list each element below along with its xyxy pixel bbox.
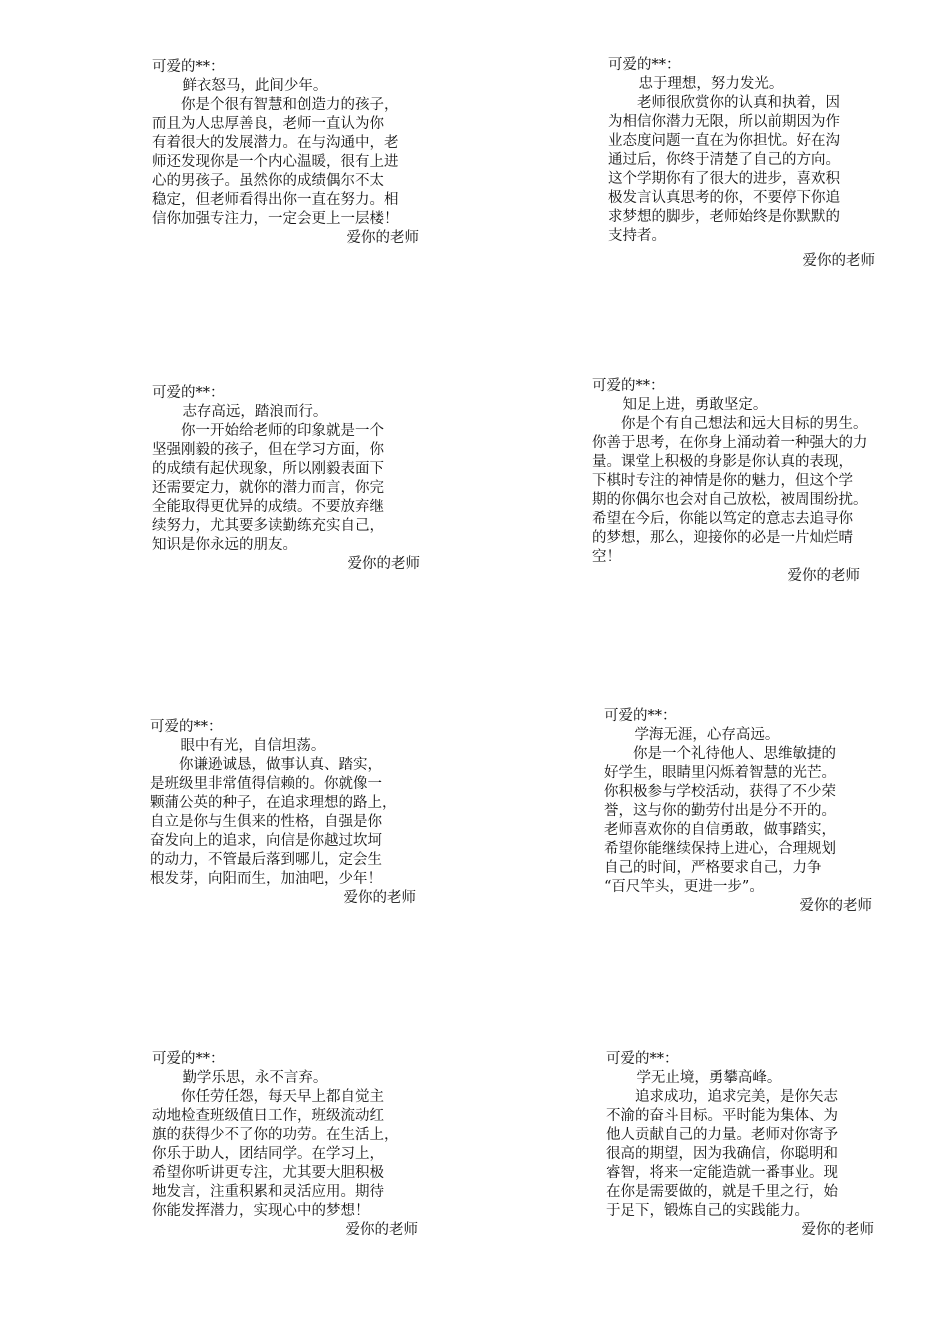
card-text-line: 业态度问题一直在为你担忧。好在沟 bbox=[608, 133, 840, 149]
card-text-line: 你积极参与学校活动，获得了不少荣 bbox=[604, 784, 836, 800]
card-text-line: 空！ bbox=[592, 549, 621, 565]
card-motto: 知足上进，勇敢坚定。 bbox=[622, 397, 768, 413]
card-text-line: 求梦想的脚步，老师始终是你默默的 bbox=[608, 209, 840, 225]
card-text-line: 追求成功，追求完美，是你矢志 bbox=[606, 1089, 838, 1105]
card-text-line: 不渝的奋斗目标。平时能为集体、为 bbox=[606, 1108, 838, 1124]
card-salutation: 可爱的**： bbox=[608, 57, 681, 73]
card-motto: 学海无涯，心存高远。 bbox=[634, 727, 780, 743]
card-text-line: 师还发现你是一个内心温暖，很有上进 bbox=[152, 154, 399, 170]
card-motto: 志存高远，踏浪而行。 bbox=[182, 404, 328, 420]
card-text-line: 你是个有自己想法和远大目标的男生。 bbox=[592, 416, 868, 432]
card-signature: 爱你的老师 bbox=[799, 898, 872, 914]
comment-card-1 bbox=[152, 58, 437, 248]
card-text-line: 而且为人忠厚善良，老师一直认为你 bbox=[152, 116, 384, 132]
card-text-line: 是班级里非常值得信赖的。你就像一 bbox=[150, 776, 382, 792]
card-text-line: 有着很大的发展潜力。在与沟通中，老 bbox=[152, 135, 399, 151]
card-text-line: 全能取得更优异的成绩。不要放弃继 bbox=[152, 499, 384, 515]
comment-card-2 bbox=[608, 56, 883, 271]
card-text-line: 于足下，锻炼自己的实践能力。 bbox=[606, 1203, 809, 1219]
card-signature: 爱你的老师 bbox=[802, 253, 875, 269]
card-salutation: 可爱的**： bbox=[592, 378, 665, 394]
card-text-line: 老师喜欢你的自信勇敢，做事踏实， bbox=[604, 822, 836, 838]
card-text-line: 你乐于助人，团结同学。在学习上， bbox=[152, 1146, 384, 1162]
card-text-line: 量。课堂上积极的身影是你认真的表现， bbox=[592, 454, 853, 470]
card-signature: 爱你的老师 bbox=[345, 1222, 418, 1238]
card-text-line: 信你加强专注力，一定会更上一层楼！ bbox=[152, 211, 399, 227]
card-motto: 眼中有光，自信坦荡。 bbox=[180, 738, 326, 754]
comment-card-6 bbox=[604, 707, 886, 916]
card-text-line: 还需要定力，就你的潜力而言，你完 bbox=[152, 480, 384, 496]
card-text-line: 好学生，眼睛里闪烁着智慧的光芒。 bbox=[604, 765, 836, 781]
comment-card-5 bbox=[150, 718, 430, 908]
card-text-line: 你任劳任怨，每天早上都自觉主 bbox=[152, 1089, 384, 1105]
card-text-line: 知识是你永远的朋友。 bbox=[152, 537, 297, 553]
card-text-line: 你一开始给老师的印象就是一个 bbox=[152, 423, 384, 439]
card-text-line: 心的男孩子。虽然你的成绩偶尔不太 bbox=[152, 173, 384, 189]
card-motto: 忠于理想，努力发光。 bbox=[638, 76, 784, 92]
card-text-line: 支持者。 bbox=[608, 228, 666, 244]
card-text-line: 旗的获得少不了你的功劳。在生活上， bbox=[152, 1127, 399, 1143]
card-signature: 爱你的老师 bbox=[343, 890, 416, 906]
comment-card-7 bbox=[152, 1050, 438, 1240]
card-salutation: 可爱的**： bbox=[150, 719, 223, 735]
card-salutation: 可爱的**： bbox=[604, 708, 677, 724]
card-motto: 学无止境，勇攀高峰。 bbox=[636, 1070, 782, 1086]
card-text-line: 动地检查班级值日工作，班级流动红 bbox=[152, 1108, 384, 1124]
card-text-line: 奋发向上的追求，向信是你越过坎坷 bbox=[150, 833, 382, 849]
card-text-line: 希望在今后，你能以笃定的意志去追寻你 bbox=[592, 511, 853, 527]
card-text-line: 下棋时专注的神情是你的魅力，但这个学 bbox=[592, 473, 853, 489]
card-text-line: 你能发挥潜力，实现心中的梦想！ bbox=[152, 1203, 370, 1219]
card-text-line: 自立是你与生俱来的性格，自强是你 bbox=[150, 814, 382, 830]
card-motto: 鲜衣怒马，此间少年。 bbox=[182, 78, 328, 94]
card-text-line: 老师很欣赏你的认真和执着，因 bbox=[608, 95, 840, 111]
card-text-line: 极发言认真思考的你，不要停下你追 bbox=[608, 190, 840, 206]
card-text-line: 地发言，注重积累和灵活应用。期待 bbox=[152, 1184, 384, 1200]
comment-card-3 bbox=[152, 384, 432, 574]
card-text-line: 为相信你潜力无限，所以前期因为作 bbox=[608, 114, 840, 130]
card-text-line: 颗蒲公英的种子，在追求理想的路上， bbox=[150, 795, 397, 811]
card-text-line: 自己的时间，严格要求自己，力争 bbox=[604, 860, 822, 876]
comment-card-8 bbox=[606, 1050, 888, 1240]
card-text-line: 通过后，你终于清楚了自己的方向。 bbox=[608, 152, 840, 168]
card-salutation: 可爱的**： bbox=[606, 1051, 679, 1067]
card-salutation: 可爱的**： bbox=[152, 59, 225, 75]
card-motto: 勤学乐思，永不言弃。 bbox=[182, 1070, 328, 1086]
card-text-line: 续努力，尤其要多读勤练充实自己， bbox=[152, 518, 384, 534]
card-text-line: 的动力，不管最后落到哪儿，定会生 bbox=[150, 852, 382, 868]
card-text-line: “百尺竿头，更进一步”。 bbox=[604, 879, 764, 895]
card-text-line: 的成绩有起伏现象，所以刚毅表面下 bbox=[152, 461, 384, 477]
card-text-line: 这个学期你有了很大的进步，喜欢积 bbox=[608, 171, 840, 187]
card-signature: 爱你的老师 bbox=[346, 230, 419, 246]
card-signature: 爱你的老师 bbox=[787, 568, 860, 584]
card-text-line: 睿智，将来一定能造就一番事业。现 bbox=[606, 1165, 838, 1181]
card-text-line: 坚强刚毅的孩子，但在学习方面，你 bbox=[152, 442, 384, 458]
card-text-line: 期的你偶尔也会对自己放松，被周围纷扰。 bbox=[592, 492, 868, 508]
card-text-line: 你善于思考，在你身上涌动着一种强大的力 bbox=[592, 435, 868, 451]
card-text-line: 希望你能继续保持上进心，合理规划 bbox=[604, 841, 836, 857]
card-text-line: 根发芽，向阳而生，加油吧，少年！ bbox=[150, 871, 382, 887]
card-text-line: 他人贡献自己的力量。老师对你寄予 bbox=[606, 1127, 838, 1143]
card-signature: 爱你的老师 bbox=[801, 1222, 874, 1238]
card-signature: 爱你的老师 bbox=[347, 556, 420, 572]
card-salutation: 可爱的**： bbox=[152, 1051, 225, 1067]
comment-card-4 bbox=[592, 377, 922, 586]
card-text-line: 你是一个礼待他人、思维敏捷的 bbox=[604, 746, 836, 762]
card-text-line: 希望你听讲更专注，尤其要大胆积极 bbox=[152, 1165, 384, 1181]
card-text-line: 很高的期望，因为我确信，你聪明和 bbox=[606, 1146, 838, 1162]
card-text-line: 稳定，但老师看得出你一直在努力。相 bbox=[152, 192, 399, 208]
card-text-line: 你是个很有智慧和创造力的孩子， bbox=[152, 97, 399, 113]
card-text-line: 在你是需要做的，就是千里之行，始 bbox=[606, 1184, 838, 1200]
card-salutation: 可爱的**： bbox=[152, 385, 225, 401]
card-text-line: 誉，这与你的勤劳付出是分不开的。 bbox=[604, 803, 836, 819]
card-text-line: 你谦逊诚恳，做事认真、踏实， bbox=[150, 757, 382, 773]
card-text-line: 的梦想，那么，迎接你的必是一片灿烂晴 bbox=[592, 530, 853, 546]
